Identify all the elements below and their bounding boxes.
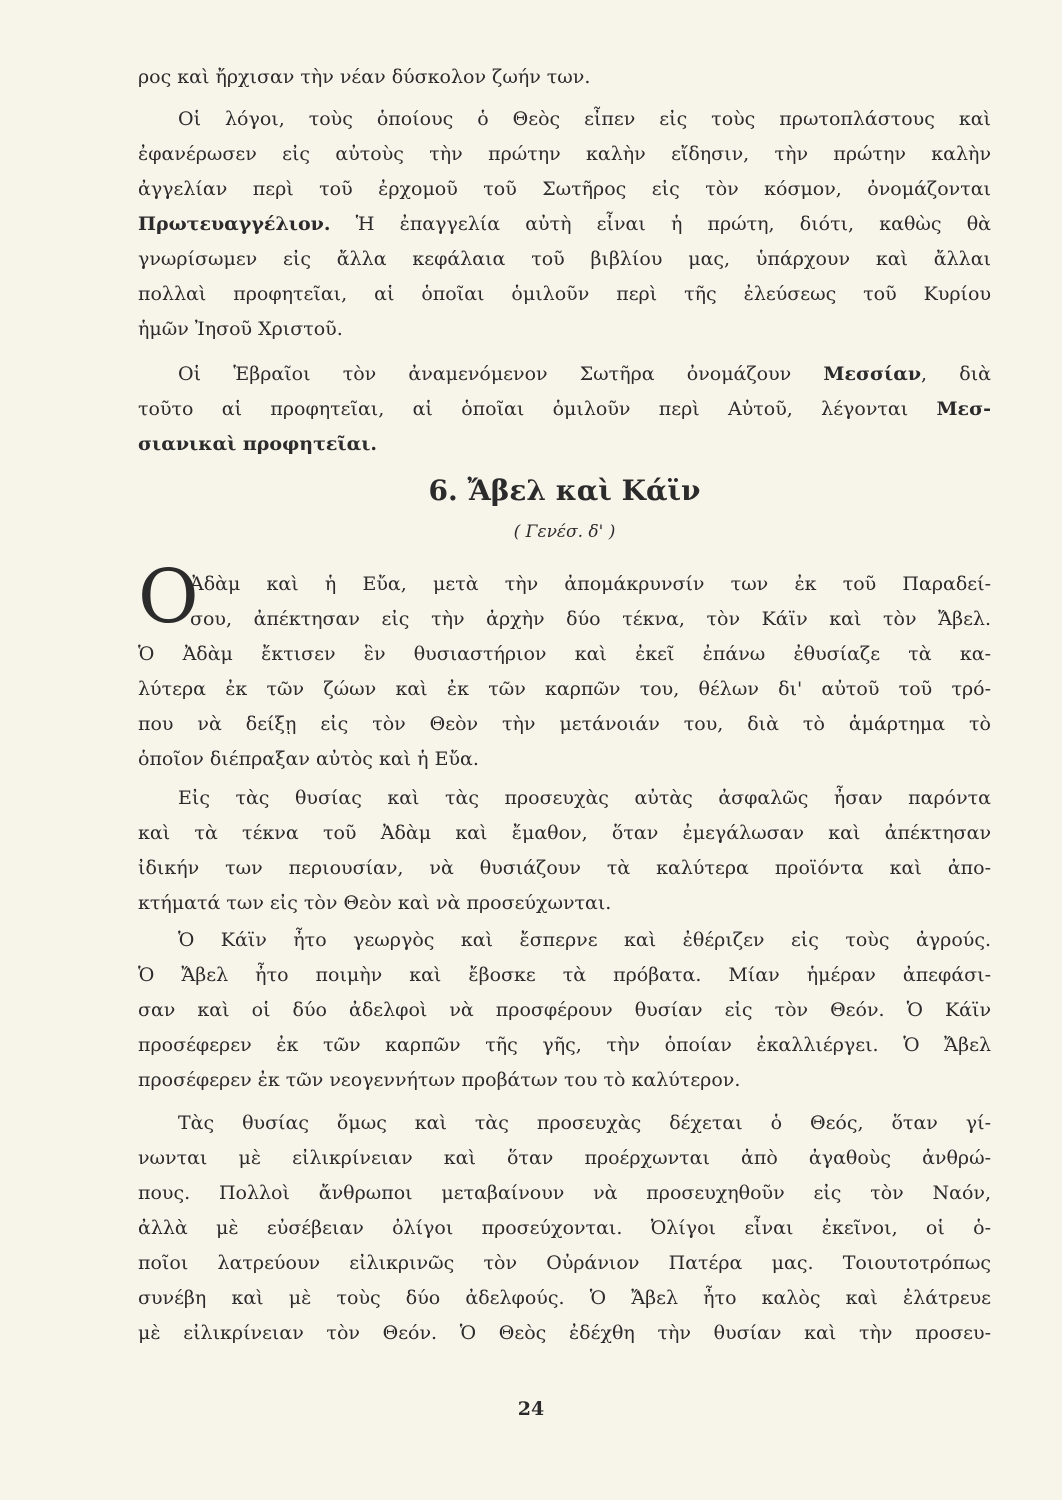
text-line: γνωρίσωμεν εἰς ἄλλα κεφάλαια τοῦ βιβλίου μας, ὑπάρχουν καὶ ἄλλαι [138, 248, 991, 270]
text-span: Οἱ Ἑβραῖοι τὸν ἀναμενόμενον Σωτῆρα ὀνομάζουν [178, 363, 824, 385]
text-span: , διὰ [921, 363, 991, 385]
text-line [138, 359, 991, 389]
text-line: Ὁ Ἀδὰμ ἔκτισεν ἓν θυσιαστήριον καὶ ἐκεῖ ἐπάνω ἐθυσίαζε τὰ κα- [138, 643, 991, 665]
term-messianic-prophecies: σιανικαὶ προφητεῖαι. [138, 433, 378, 455]
text-line: Ὁ Κάϊν ἦτο γεωργὸς καὶ ἔσπερνε καὶ ἐθέριζεν εἰς τοὺς ἀγρούς. [178, 929, 991, 951]
text-line: που νὰ δείξῃ εἰς τὸν Θεὸν τὴν μετάνοιάν του, διὰ τὸ ἁμάρτημα τὸ [138, 713, 991, 735]
text-line: ποῖοι λατρεύουν εἰλικρινῶς τὸν Οὐράνιον Πατέρα μας. Τοιουτοτρόπως [138, 1252, 991, 1274]
text-span: Ἡ ἐπαγγελία αὐτὴ εἶναι ἡ πρώτη, διότι, καθὼς θὰ [330, 213, 991, 235]
text-line: πους. Πολλοὶ ἄνθρωποι μεταβαίνουν νὰ προσευχηθοῦν εἰς τὸν Ναόν, [138, 1182, 991, 1204]
text-line: ἀγγελίαν περὶ τοῦ ἐρχομοῦ τοῦ Σωτῆρος εἰς τὸν κόσμον, ὀνομάζονται [138, 178, 991, 200]
term-messiah: Μεσσίαν [823, 363, 922, 385]
text-line: σου, ἀπέκτησαν εἰς τὴν ἀρχὴν δύο τέκνα, τὸν Κάϊν καὶ τὸν Ἄβελ. [190, 608, 991, 630]
text-line: μὲ εἰλικρίνειαν τὸν Θεόν. Ὁ Θεὸς ἐδέχθη τὴν θυσίαν καὶ τὴν προσευ- [138, 1322, 991, 1344]
text-line: Ὁ Ἄβελ ἦτο ποιμὴν καὶ ἔβοσκε τὰ πρόβατα. Μίαν ἡμέραν ἀπεφάσι- [138, 964, 991, 986]
text-line: ἀλλὰ μὲ εὐσέβειαν ὀλίγοι προσεύχονται. Ὀλίγοι εἶναι ἐκεῖνοι, οἱ ὁ- [138, 1217, 991, 1239]
term-protevangelion: Πρωτευαγγέλιον. [138, 213, 331, 235]
text-line [138, 394, 991, 424]
text-line [138, 429, 991, 459]
section-title: 6. Ἄβελ καὶ Κάϊν [428, 474, 701, 507]
text-span: τοῦτο αἱ προφητεῖαι, αἱ ὁποῖαι ὁμιλοῦν περὶ Αὐτοῦ, λέγονται [138, 398, 937, 420]
text-line [138, 209, 991, 239]
text-line: συνέβη καὶ μὲ τοὺς δύο ἀδελφούς. Ὁ Ἄβελ ἦτο καλὸς καὶ ἐλάτρευε [138, 1287, 991, 1309]
text-line: Ἀδὰμ καὶ ἡ Εὔα, μετὰ τὴν ἀπομάκρυνσίν των ἐκ τοῦ Παραδεί- [190, 573, 991, 595]
section-reference: ( Γενέσ. δ' ) [513, 522, 616, 542]
text-line: Εἰς τὰς θυσίας καὶ τὰς προσευχὰς αὐτὰς ἀσφαλῶς ἦσαν παρόντα [178, 787, 991, 809]
text-line: νωνται μὲ εἰλικρίνειαν καὶ ὅταν προέρχωνται ἀπὸ ἀγαθοὺς ἀνθρώ- [138, 1147, 991, 1169]
text-line: ἡμῶν Ἰησοῦ Χριστοῦ. [138, 318, 343, 340]
drop-cap: Ο [138, 554, 199, 640]
text-line: ρος καὶ ἤρχισαν τὴν νέαν δύσκολον ζωήν των. [138, 66, 591, 88]
text-line: ὁποῖον διέπραξαν αὐτὸς καὶ ἡ Εὔα. [138, 748, 479, 770]
text-line: ἰδικήν των περιουσίαν, νὰ θυσιάζουν τὰ καλύτερα προϊόντα καὶ ἀπο- [138, 857, 991, 879]
term-messianic: Μεσ- [936, 398, 991, 420]
text-line: λύτερα ἐκ τῶν ζώων καὶ ἐκ τῶν καρπῶν του, θέλων δι' αὐτοῦ τοῦ τρό- [138, 678, 991, 700]
text-line: ἐφανέρωσεν εἰς αὐτοὺς τὴν πρώτην καλὴν εἴδησιν, τὴν πρώτην καλὴν [138, 143, 991, 165]
text-line: κτήματά των εἰς τὸν Θεὸν καὶ νὰ προσεύχωνται. [138, 892, 612, 914]
text-line: Τὰς θυσίας ὅμως καὶ τὰς προσευχὰς δέχεται ὁ Θεός, ὅταν γί- [178, 1112, 991, 1134]
text-line: πολλαὶ προφητεῖαι, αἱ ὁποῖαι ὁμιλοῦν περὶ τῆς ἐλεύσεως τοῦ Κυρίου [138, 283, 991, 305]
text-line: σαν καὶ οἱ δύο ἀδελφοὶ νὰ προσφέρουν θυσίαν εἰς τὸν Θεόν. Ὁ Κάϊν [138, 999, 991, 1021]
page-number: 24 [517, 1398, 545, 1420]
text-line: προσέφερεν ἐκ τῶν καρπῶν τῆς γῆς, τὴν ὁποίαν ἐκαλλιέργει. Ὁ Ἄβελ [138, 1034, 991, 1056]
text-line: προσέφερεν ἐκ τῶν νεογεννήτων προβάτων του τὸ καλύτερον. [138, 1069, 741, 1091]
text-line: Οἱ λόγοι, τοὺς ὁποίους ὁ Θεὸς εἶπεν εἰς τοὺς πρωτοπλάστους καὶ [178, 108, 991, 130]
text-line: καὶ τὰ τέκνα τοῦ Ἀδὰμ καὶ ἔμαθον, ὅταν ἐμεγάλωσαν καὶ ἀπέκτησαν [138, 822, 991, 844]
